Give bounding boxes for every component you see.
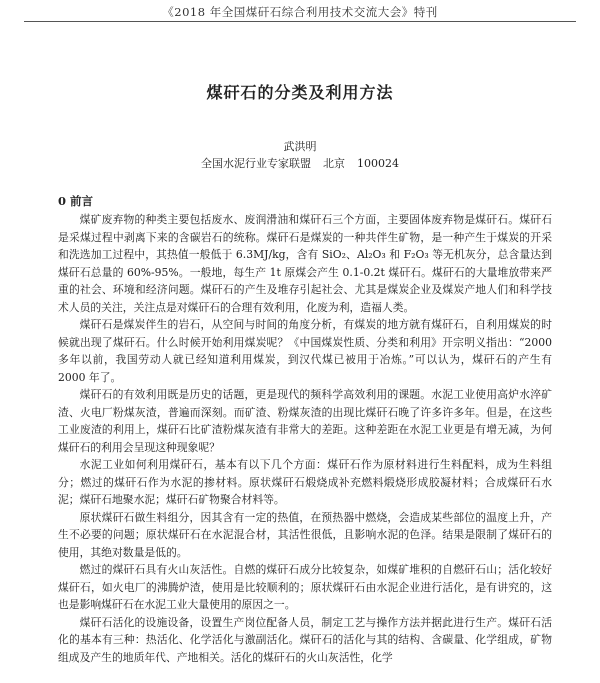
paragraph: 煤矸石的有效利用既是历史的话题，更是现代的频科学高效利用的课题。水泥工业使用高炉水淬矿渣、火电厂粉煤灰渣，普遍而深刻。而矿渣、粉煤灰渣的出现比煤矸石晚了许多许多年。但是，在这些工业废渣的利用上，煤矸石比矿渣粉煤灰渣有非常大的差距。这种差距在水泥工业更是有增无减，为何煤矸石的利用会呈现这种现象呢？	[58, 388, 552, 454]
author-affiliation	[0, 155, 600, 171]
paragraph: 煤矸石活化的设施设备，设置生产岗位配备人员，制定工艺与操作方法并据此进行生产。煤矸石活化的基本有三种：热活化、化学活化与激副活化。煤矸石的活化与其的结构、含碳量、化学组成，矿物组成及产生的地质年代、产地相关。活化的煤矸石的火山灰活性，化学	[58, 615, 552, 664]
section-heading: 0 前言	[58, 194, 94, 208]
affiliation-city: 北京	[323, 157, 345, 170]
running-header: 《2018 年全国煤矸石综合利用技术交流大会》特刊	[162, 5, 438, 19]
header-rule	[24, 21, 576, 22]
affiliation-organization: 全国水泥行业专家联盟	[201, 157, 311, 170]
article-title: 煤矸石的分类及利用方法	[206, 83, 394, 102]
paragraph: 煤矸石是煤炭伴生的岩石，从空间与时间的角度分析，有煤炭的地方就有煤矸石，自利用煤炭的时候就出现了煤矸石。什么时候开始利用煤炭呢？《中国煤炭性质、分类和利用》开宗明义指出：“2000 多年以前，我国劳动人就已经知道利用煤炭，到汉代煤已被用于冶炼。”可以认为，煤矸石的产生有 2000 年了。	[58, 318, 552, 384]
paragraph: 煤矿废弃物的种类主要包括废水、废润滑油和煤矸石三个方面，主要固体废弃物是煤矸石。煤矸石是采煤过程中剥离下来的含碳岩石的统称。煤矸石是煤炭的一种共伴生矿物，是一种产生于煤炭的开采和洗选加工过程中，其热值一般低于 6.3MJ/kg，含有 SiO₂、Al₂O₃ 和 F₂O₃ 等无机灰分，总含量达到煤矸石总量的 60%-95%。一般地，每生产 1t 原煤会产生 0.1-0.2t 煤矸石。煤矸石的大量堆放带来严重的社会、环境和经济问题。煤矸石的产生及堆存引起社会、尤其是煤炭企业及煤炭产地人们和科学技术人员的关注，关注点是对煤矸石的合理有效利用，化废为利，造福人类。	[58, 213, 552, 314]
affiliation-postcode: 100024	[357, 157, 399, 170]
paragraph: 原状煤矸石做生料组分，因其含有一定的热值，在预热器中燃烧，会造成某些部位的温度上升，产生不必要的问题；原状煤矸石在水泥混合材，其活性很低，且影响水泥的色泽。结果是限制了煤矸石的使用，其绝对数量是低的。	[58, 510, 552, 559]
paragraph: 水泥工业如何利用煤矸石，基本有以下几个方面：煤矸石作为原材料进行生料配料，成为生料组分；燃过的煤矸石作为水泥的掺材料。原状煤矸石煅烧成补充燃料煅烧形成胶凝材料；合成煤矸石水泥；煤矸石地聚水泥；煤矸石矿物聚合材料等。	[58, 458, 552, 506]
author-name: 武洪明	[283, 140, 317, 153]
article-body	[58, 211, 552, 666]
paragraph: 燃过的煤矸石具有火山灰活性。自燃的煤矸石成分比较复杂，如煤矿堆积的自燃矸石山；活化较好煤矸石，如火电厂的沸腾炉渣，使用是比较顺利的；原状煤矸石由水泥企业进行活化，是有讲究的，这也是影响煤矸石在水泥工业大量使用的原因之一。	[58, 563, 552, 611]
